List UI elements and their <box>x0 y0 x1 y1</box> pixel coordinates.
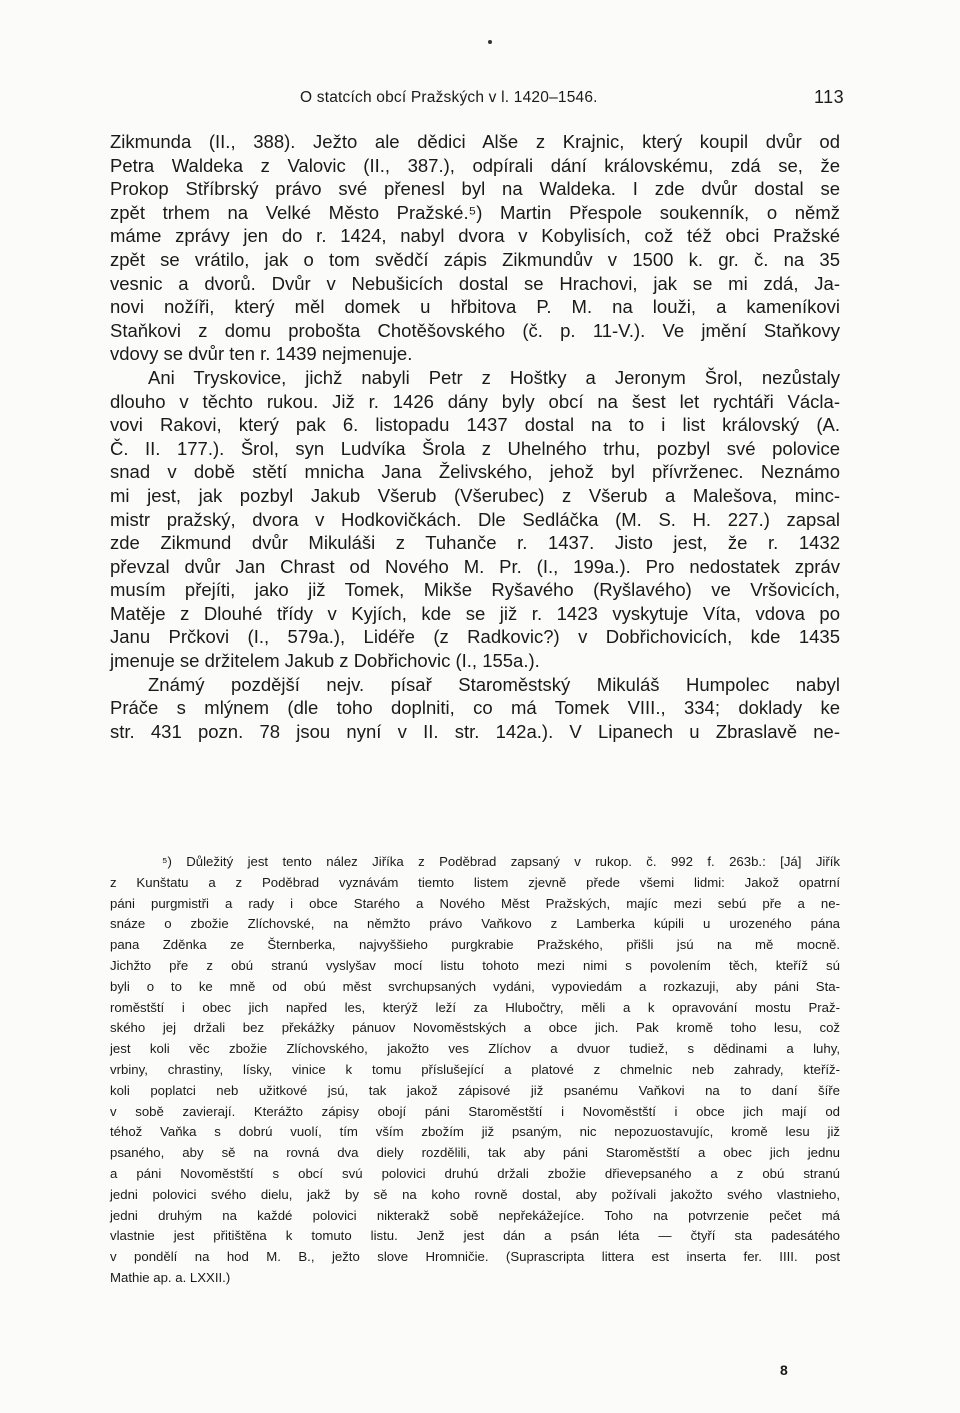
text-line: vovi Rakovi, který pak 6. listopadu 1437 dostal na to i list královský (A. <box>110 414 840 436</box>
footnote-line: snáze o zbožie Zlíchovské, na němžto právo Vaňkovo z Lamberka kúpili u urozeného pána <box>110 916 840 932</box>
text-line: mi jest, jak pozbyl Jakub Všerub (Všerubec) z Všerub a Malešova, minc- <box>110 484 840 506</box>
text-line: musím přejíti, jako již Tomek, Mikše Ryšavého (Ryšlavého) ve Vršovicích, <box>110 579 840 601</box>
text-line: Zikmunda (II., 388). Ježto ale dědici Alše z Krajnic, který koupil dvůr od <box>110 131 840 152</box>
footnote-line: jedni druhým na každé polovici nikterakž sobě nepřekážejíce. Toho na potvrzenie pečet má <box>110 1207 840 1223</box>
footnote-line: ⁵) Důležitý jest tento nález Jiříka z Poděbrad zapsaný v rukop. č. 992 f. 263b.: [Já] Jiřík <box>162 854 840 869</box>
text-line: Prokop Stříbrský právo své přenesl byl na Waldeka. I zde dvůr dostal se <box>110 178 840 200</box>
text-line: Ani Tryskovice, jichž nabyli Petr z Hoštky a Jeronym Šrol, nezůstaly <box>148 366 840 388</box>
paragraph-3 <box>110 673 840 744</box>
text-line: Známý pozdější nejv. písař Staroměstský Mikuláš Humpolec nabyl <box>148 673 840 695</box>
text-line: zpět se vrátilo, jak o tom svědčí zápis Zikmundův v 1500 k. gr. č. na 35 <box>110 248 840 270</box>
text-line: dlouho v těchto rukou. Již r. 1426 dány byly obcí na šest let rychtáři Václa- <box>110 390 840 412</box>
footnote-line: pana Zděnka ze Šternberka, najvyššieho purgkrabie Pražského, přišli jsú na mě mocně. <box>110 937 840 953</box>
footnote-line: v pondělí na hod M. B., ježto slove Hromničie. (Suprascripta littera est inserta fer. IIII. post <box>110 1249 840 1265</box>
footnote-line: Mathie ap. a. LXXII.) <box>110 1269 231 1285</box>
text-line: jmenuje se držitelem Jakub z Dobřichovic (I., 155a.). <box>110 650 540 672</box>
footnote-line: páni purgmistři a rady i obce Starého a Nového Měst Pražských, majíc mezi sebú pře a ne- <box>110 895 840 911</box>
paragraph-2 <box>110 366 840 673</box>
text-line: máme zprávy jen do r. 1424, nabyl dvora v Kobylisích, což též obci Pražské <box>110 225 840 247</box>
footnote-line: v sobě zavierají. Kterážto zápisy obojí páni Staroměstští i Novoměstští i obce jich mají od <box>110 1103 840 1119</box>
text-line: vesnic a dvorů. Dvůr v Nebušicích dostal se Hrachovi, jak se mi zdá, Ja- <box>110 272 840 294</box>
running-header: O statcích obcí Pražských v l. 1420–1546. <box>300 89 598 106</box>
footnote-line: ského jej držali bez překážky pánuov Novoměstských a obce jich. Pak kromě toho lesu, což <box>110 1020 840 1036</box>
footnote-line: roměstští i obec jich napřed les, kterýž leží za Hlubočtry, měli a k opravování mostu Praž- <box>110 999 840 1015</box>
page-number: 113 <box>814 87 845 107</box>
footnote-line: koli poplatci neb užitkové jsú, tak jakož zápisové již psanému Vaňkovi na to daní šíře <box>110 1082 840 1098</box>
footnote <box>110 852 840 1289</box>
footnote-line: vrbiny, chrastiny, lísky, vinice k tomu příslušející a platové z chmelnic neb zahrady, kteříž- <box>110 1061 840 1077</box>
text-line: mistr pražský, dvora v Hodkovičkách. Dle Sedláčka (M. S. H. 227.) zapsal <box>110 508 840 530</box>
text-line: novi nožíři, který měl domek u hřbitova P. M. na louži, a kameníkovi <box>110 296 840 318</box>
text-line: Práče s mlýnem (dle toho doplniti, co má Tomek VIII., 334; doklady ke <box>110 697 840 719</box>
signature-mark: 8 <box>780 1362 788 1378</box>
text-line: vdovy se dvůr ten r. 1439 nejmenuje. <box>110 343 413 365</box>
footnote-line: vlastnie jest přitištěna k tomuto listu. Jenž jest dán a psán léta — čtyří sta padesátého <box>110 1228 840 1244</box>
main-text <box>110 130 840 743</box>
text-line: Janu Prčkovi (I., 579a.), Lidéře (z Radkovic?) v Dobřichovicích, kde 1435 <box>110 626 840 648</box>
text-line: Matěje z Dlouhé třídy v Kyjích, kde se již r. 1423 vyskytuje Víta, vdova po <box>110 602 840 624</box>
text-line: zpět trhem na Velké Město Pražské.⁵) Martin Přespole soukenník, o němž <box>110 201 840 223</box>
footnote-line: z Kunštatu a z Poděbrad vyznávám tiemto listem zjevně přede všemi lidmi: Jakož opatrní <box>110 874 840 890</box>
footnote-line: jest koli věc zbožie Zlíchovského, jakožto ves Zlíchov a dvuor tudiež, s dědinami a luhy, <box>110 1041 840 1057</box>
paragraph-1 <box>110 130 840 366</box>
footnote-line: a páni Novoměstští s obcí svú polovici druhú držali zbožie dřievepsaného a z obú stranú <box>110 1165 840 1181</box>
footnote-line: Jichžto pře z obú stranú vyslyšav mocí listu tohoto mezi nimi s povolením těch, kteříž sú <box>110 957 840 973</box>
text-line: zde Zikmund dvůr Mikuláši z Tuhanče r. 1437. Jisto jest, že r. 1432 <box>110 532 840 554</box>
text-line: Petra Waldeka z Valovic (II., 387.), odpírali dání královskému, zdá se, že <box>110 154 840 176</box>
footnote-line: téhož Vaňka s dobrú vuolí, tím vším zbožím již psaným, nic nepozuostavujíc, kromě lesu již <box>110 1124 840 1140</box>
footnote-line: psaného, aby sě na rovná dva diely rozdělili, tak aby páni Staroměstští a obec jich jednu <box>110 1145 840 1161</box>
text-line: Č. II. 177.). Šrol, syn Ludvíka Šrola z Uhelného trhu, pozbyl své polovice <box>110 437 840 459</box>
footnote-line: byli o to ke mně od obú měst svrchupsaných vydáni, vypoviedám a rozkazuji, aby páni Sta- <box>110 978 840 994</box>
text-line: převzal dvůr Jan Chrast od Nového M. Pr. (I., 199a.). Pro nedostatek zpráv <box>110 555 840 577</box>
footnote-line: jedni polovici svého dielu, jakž by sě na koho rovně dostal, aby požívali jakožto svého vlastnieho, <box>110 1186 840 1202</box>
print-speck <box>488 40 492 44</box>
text-line: str. 431 pozn. 78 jsou nyní v II. str. 142a.). V Lipanech u Zbraslavě ne- <box>110 720 840 742</box>
text-line: snad v době stětí mnicha Jana Želivského, jehož byl přívrženec. Neznámo <box>110 461 840 483</box>
text-line: Staňkovi z domu probošta Chotěšovského (č. p. 11-V.). Ve jmění Staňkovy <box>110 319 840 341</box>
